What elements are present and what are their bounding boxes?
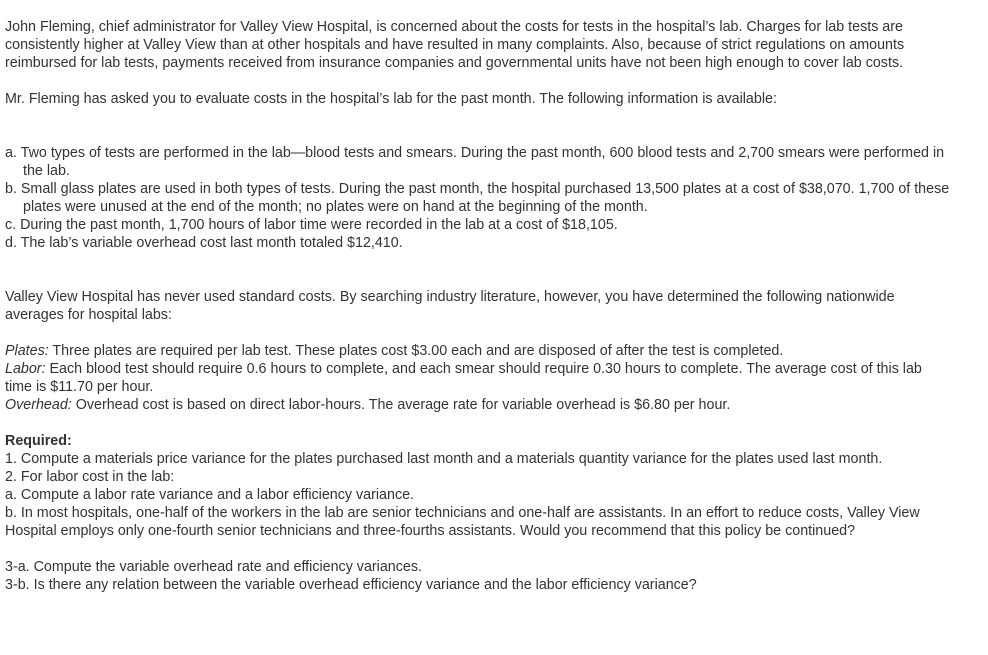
required-q2: 2. For labor cost in the lab: (5, 469, 175, 485)
fact-d: d. The lab’s variable overhead cost last month totaled $12,410. (5, 235, 403, 251)
required-heading: Required: (5, 433, 72, 449)
plates-text: Three plates are required per lab test. These plates cost $3.00 each and are disposed of after the test is completed. (48, 343, 784, 359)
fact-b: b. Small glass plates are used in both types of tests. During the past month, the hospital purchased 13,500 plates at a cost of $38,070. 1,700 of these plates were unused at the end of the month; no plates were on hand at the beginning of the month. (5, 181, 950, 215)
request-paragraph: Mr. Fleming has asked you to evaluate costs in the hospital’s lab for the past month. The following information is available: (5, 91, 777, 107)
overhead-text: Overhead cost is based on direct labor-hours. The average rate for variable overhead is $6.80 per hour. (71, 397, 731, 413)
facts-list (5, 144, 955, 252)
fact-c: c. During the past month, 1,700 hours of labor time were recorded in the lab at a cost of $18,105. (5, 217, 618, 233)
labor-standard (5, 360, 935, 396)
overhead-term: Overhead: (5, 397, 72, 413)
fact-a: a. Two types of tests are performed in the lab—blood tests and smears. During the past month, 600 blood tests and 2,700 smears were performed in the lab. (5, 145, 945, 179)
required-q1: 1. Compute a materials price variance for the plates purchased last month and a materials quantity variance for the plates used last month. (5, 451, 883, 467)
overhead-standard (5, 396, 935, 414)
plates-term: Plates: (5, 343, 49, 359)
required-part3 (5, 558, 945, 594)
required-q3b: 3-b. Is there any relation between the variable overhead efficiency variance and the labor efficiency variance? (5, 577, 697, 593)
required-q2b: b. In most hospitals, one-half of the workers in the lab are senior technicians and one-half are assistants. In an effort to reduce costs, Valley View Hospital employs only one-fourth senior technicians and three-fourths assistants. Would you recommend that this policy be continued? (5, 505, 920, 539)
required-q2a: a. Compute a labor rate variance and a labor efficiency variance. (5, 487, 415, 503)
labor-text: Each blood test should require 0.6 hours to complete, and each smear should require 0.30 hours to complete. The average cost of this lab time is $11.70 per hour. (5, 361, 922, 395)
required-q3a: 3-a. Compute the variable overhead rate and efficiency variances. (5, 559, 422, 575)
labor-term: Labor: (5, 361, 46, 377)
intro-paragraph: John Fleming, chief administrator for Valley View Hospital, is concerned about the costs for tests in the hospital’s lab. Charges for lab tests are consistently higher at Valley View than at other hospitals and have resulted in many complaints. Also, because of strict regulations on amounts reimbursed for lab tests, payments received from insurance companies and governmental units have not been high enough to cover lab costs. (5, 19, 905, 71)
nationwide-paragraph: Valley View Hospital has never used standard costs. By searching industry literature, however, you have determined the following nationwide averages for hospital labs: (5, 289, 895, 323)
required-section (5, 432, 945, 594)
plates-standard (5, 342, 935, 360)
standards-block (5, 342, 935, 414)
